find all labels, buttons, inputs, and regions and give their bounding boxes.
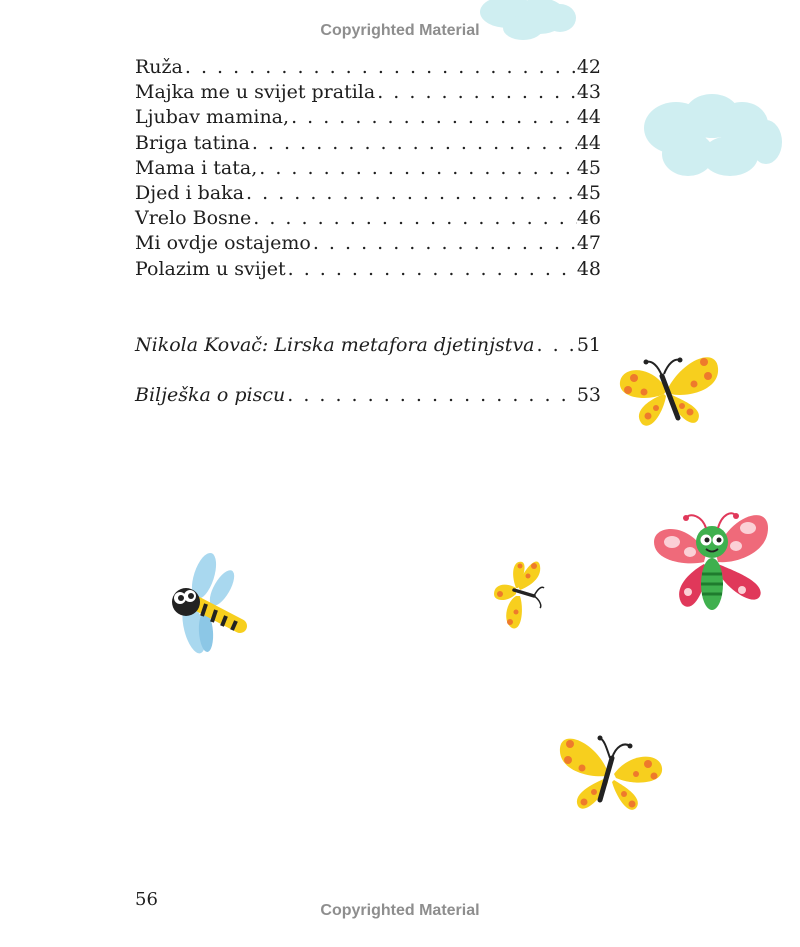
dot-leader xyxy=(535,333,577,358)
dot-leader xyxy=(257,156,577,181)
toc-entry[interactable] xyxy=(135,231,601,256)
toc-entry[interactable] xyxy=(135,257,601,282)
dot-leader xyxy=(311,231,577,256)
toc-entry-title: Ruža xyxy=(135,56,183,78)
toc-entry-page: 44 xyxy=(576,106,601,129)
toc-entry-title: Briga tatina xyxy=(135,131,250,154)
toc-entry[interactable] xyxy=(135,181,601,206)
butterfly-icon xyxy=(488,552,546,632)
dot-leader xyxy=(285,383,577,408)
toc-entry[interactable] xyxy=(135,156,601,181)
toc-entry-page: 51 xyxy=(576,334,601,356)
toc-entry-title: Ljubav mamina, xyxy=(135,106,290,129)
dot-leader xyxy=(289,105,577,130)
toc-entry[interactable] xyxy=(135,105,601,130)
toc-entry-page: 43 xyxy=(576,81,601,104)
dot-leader xyxy=(250,131,577,156)
toc-entry-page: 45 xyxy=(576,156,601,179)
toc-entry-title: Djed i baka xyxy=(135,181,245,204)
watermark-bottom: Copyrighted Material xyxy=(320,902,480,919)
toc-entry-title: Mama i tata, xyxy=(135,156,258,179)
toc-entry-title: Polazim u svijet xyxy=(135,257,286,280)
toc-entry-page: 53 xyxy=(576,384,601,406)
toc-entry[interactable] xyxy=(135,55,601,80)
dot-leader xyxy=(286,257,577,282)
dot-leader xyxy=(251,206,577,231)
cloud-icon xyxy=(642,94,782,180)
butterfly-icon xyxy=(558,728,668,814)
toc-entry-page: 42 xyxy=(576,56,601,78)
toc-entry[interactable] xyxy=(135,383,601,433)
watermark-top: Copyrighted Material xyxy=(320,22,480,39)
butterfly-icon xyxy=(612,346,722,430)
toc-entry-page: 45 xyxy=(576,181,601,204)
toc-entry[interactable] xyxy=(135,333,601,383)
butterfly-icon xyxy=(650,502,772,614)
toc-entry-title: Vrelo Bosne xyxy=(135,207,252,230)
cloud-icon xyxy=(478,0,578,44)
table-of-contents xyxy=(135,55,601,282)
toc-entry-page: 47 xyxy=(576,232,601,255)
toc-entry-title: Nikola Kovač: Lirska metafora djetinjstva xyxy=(135,334,535,356)
toc-entry-page: 44 xyxy=(576,131,601,154)
table-of-contents-appendix xyxy=(135,333,601,433)
dragonfly-icon xyxy=(166,552,250,664)
toc-entry[interactable] xyxy=(135,206,601,231)
dot-leader xyxy=(183,55,577,80)
toc-entry-title: Mi ovdje ostajemo xyxy=(135,232,311,255)
page-number: 56 xyxy=(135,889,158,910)
dot-leader xyxy=(375,80,577,105)
toc-entry-page: 48 xyxy=(576,257,601,280)
toc-entry-page: 46 xyxy=(576,207,601,230)
toc-entry-title: Majka me u svijet pratila xyxy=(135,81,376,104)
dot-leader xyxy=(244,181,577,206)
toc-entry[interactable] xyxy=(135,80,601,105)
toc-entry[interactable] xyxy=(135,131,601,156)
toc-entry-title: Bilješka o piscu xyxy=(135,384,286,406)
